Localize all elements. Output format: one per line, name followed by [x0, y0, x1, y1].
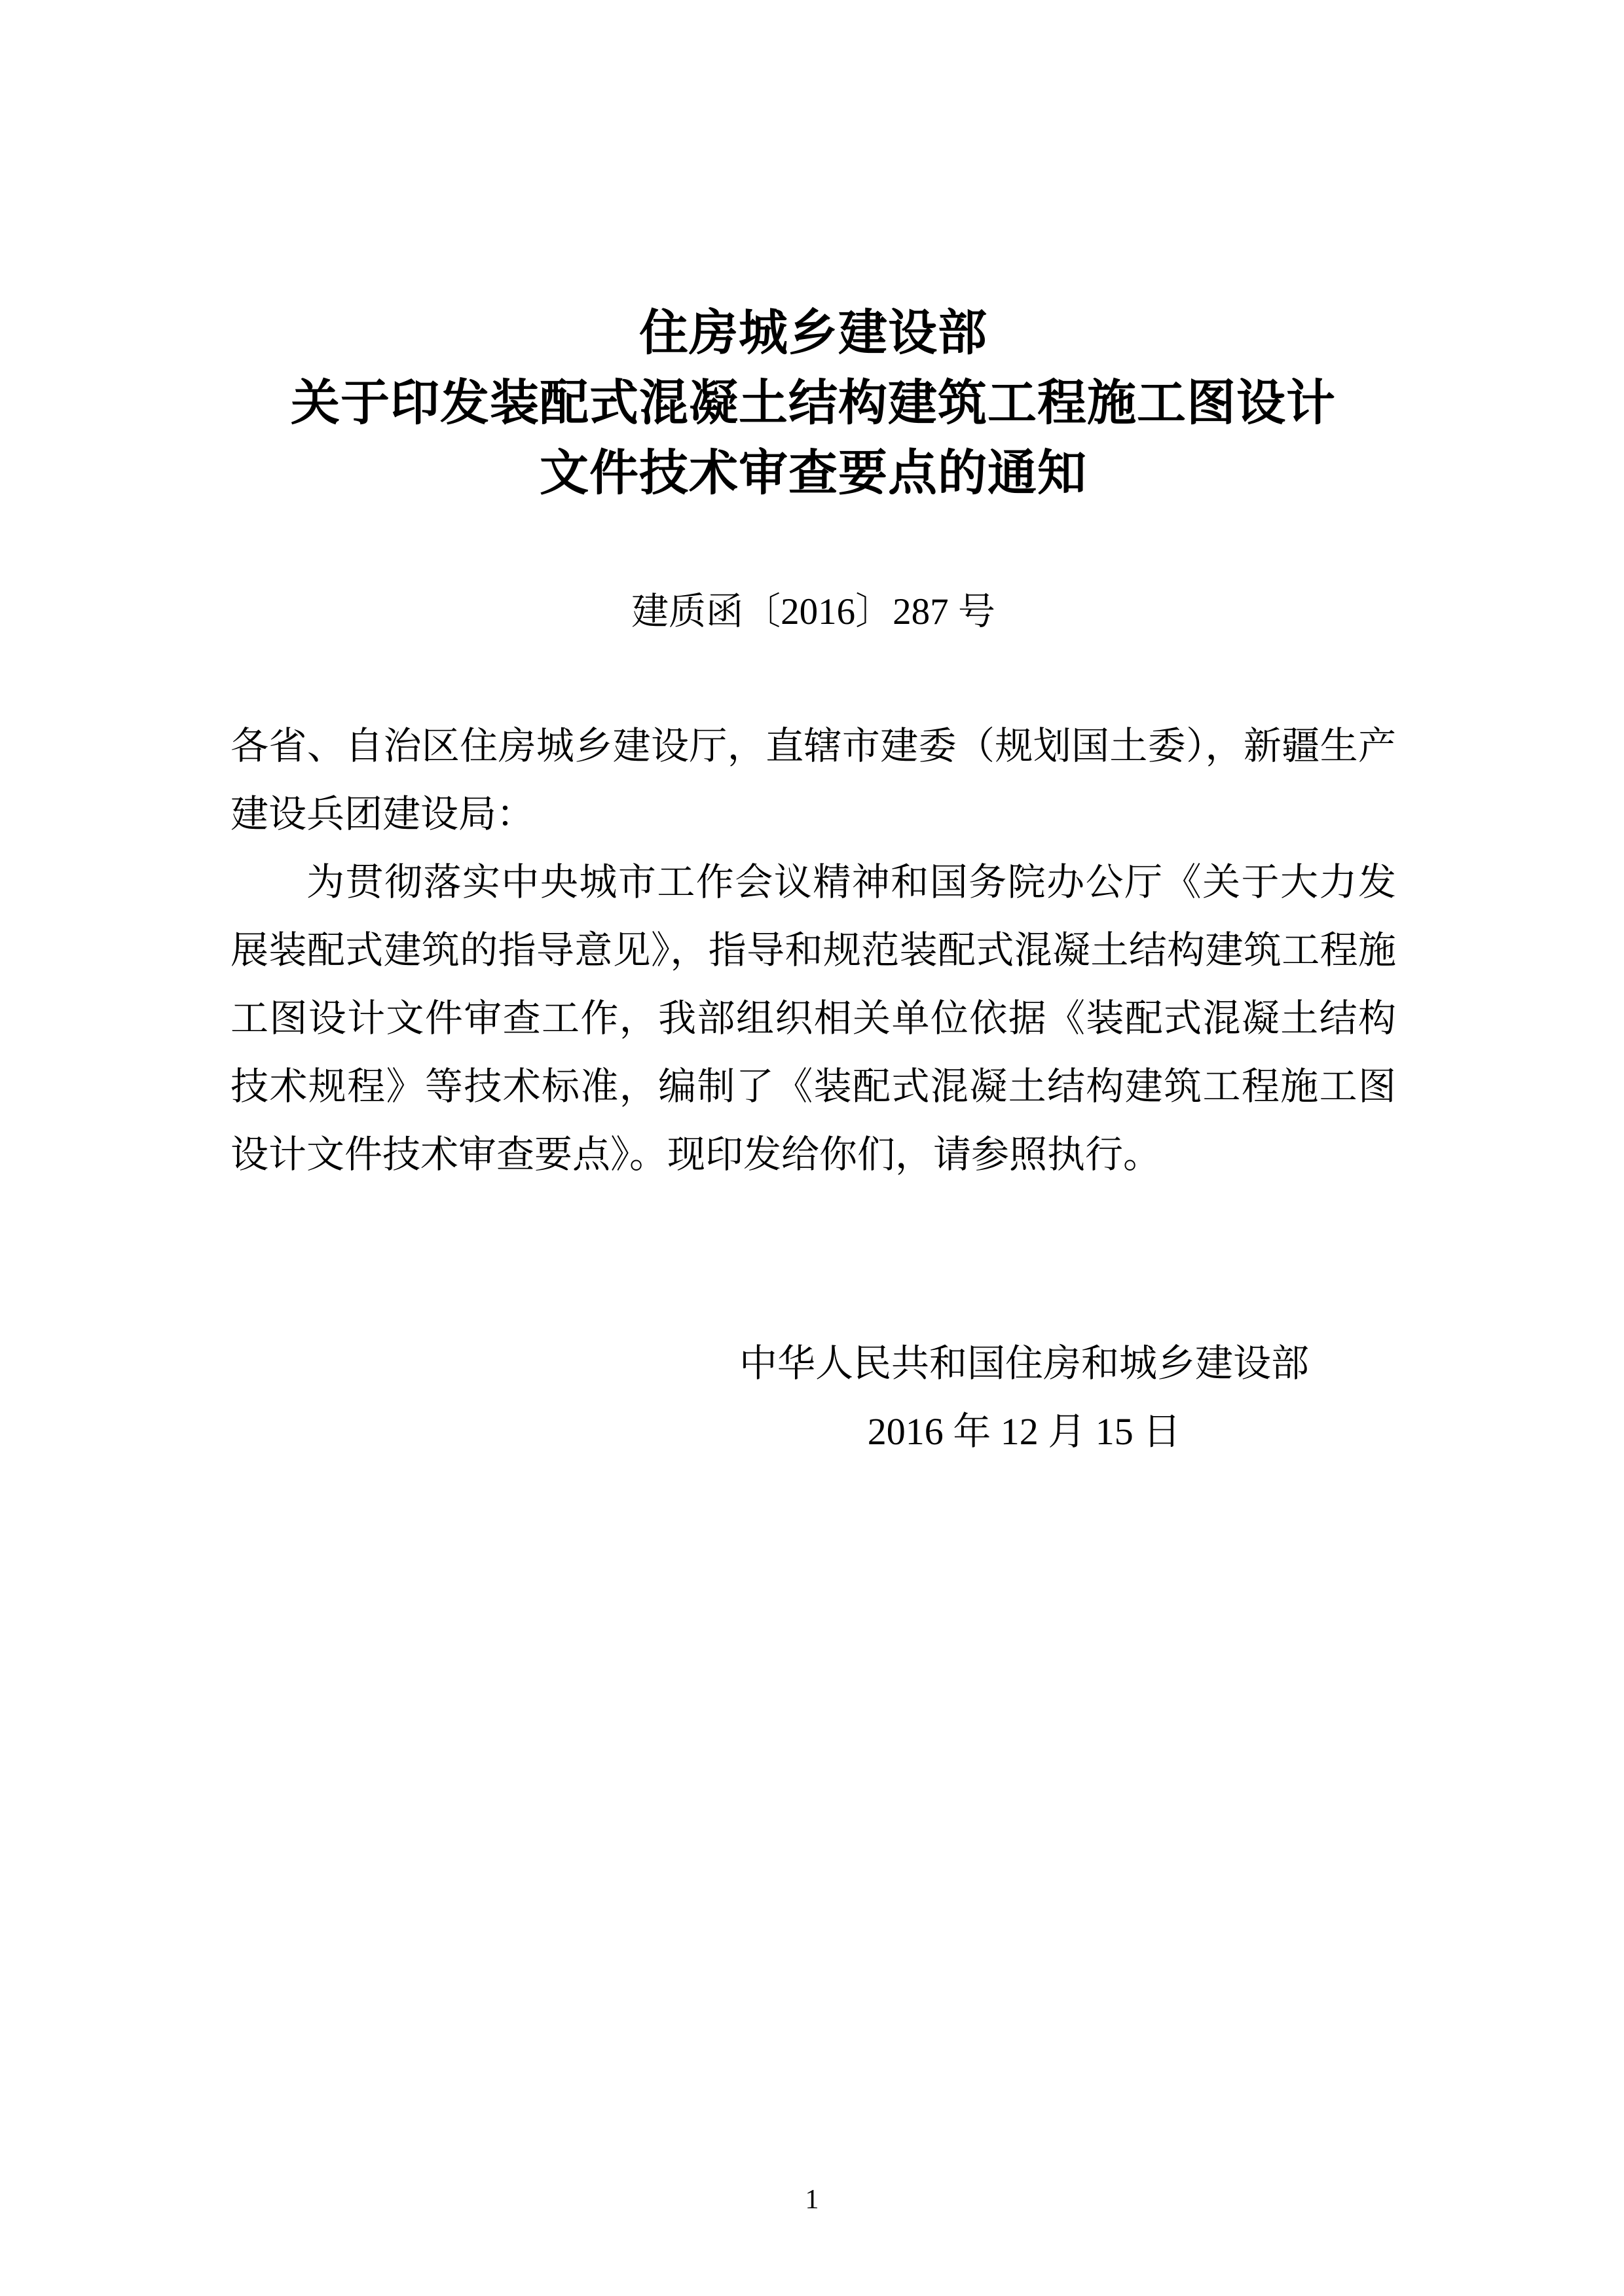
signature-block [729, 1330, 1319, 1466]
document-number: 建质函〔2016〕287 号 [631, 591, 995, 633]
title-line-3: 文件技术审查要点的通知 [539, 446, 1087, 501]
signature-date: 2016 年 12 月 15 日 [867, 1410, 1181, 1453]
title-line-2: 关于印发装配式混凝土结构建筑工程施工图设计 [290, 376, 1336, 431]
body-paragraph: 为贯彻落实中央城市工作会议精神和国务院办公厅《关于大力发展装配式建筑的指导意见》，指导和规范装配式混凝土结构建筑工程施工图设计文件审查工作，我部组织相关单位依据《装配式混凝土结构技术规程》等技术标准，编制了《装配式混凝土结构建筑工程施工图设计文件技术审查要点》。现印发给你们，请参照执行。 [231, 861, 1396, 1176]
document-title [231, 299, 1396, 509]
page-number: 1 [805, 2185, 819, 2215]
title-line-1: 住房城乡建设部 [638, 306, 987, 361]
signature-organization: 中华人民共和国住房和城乡建设部 [739, 1342, 1309, 1385]
salutation-paragraph: 各省、自治区住房城乡建设厅，直辖市建委（规划国土委），新疆生产建设兵团建设局： [231, 725, 1396, 836]
